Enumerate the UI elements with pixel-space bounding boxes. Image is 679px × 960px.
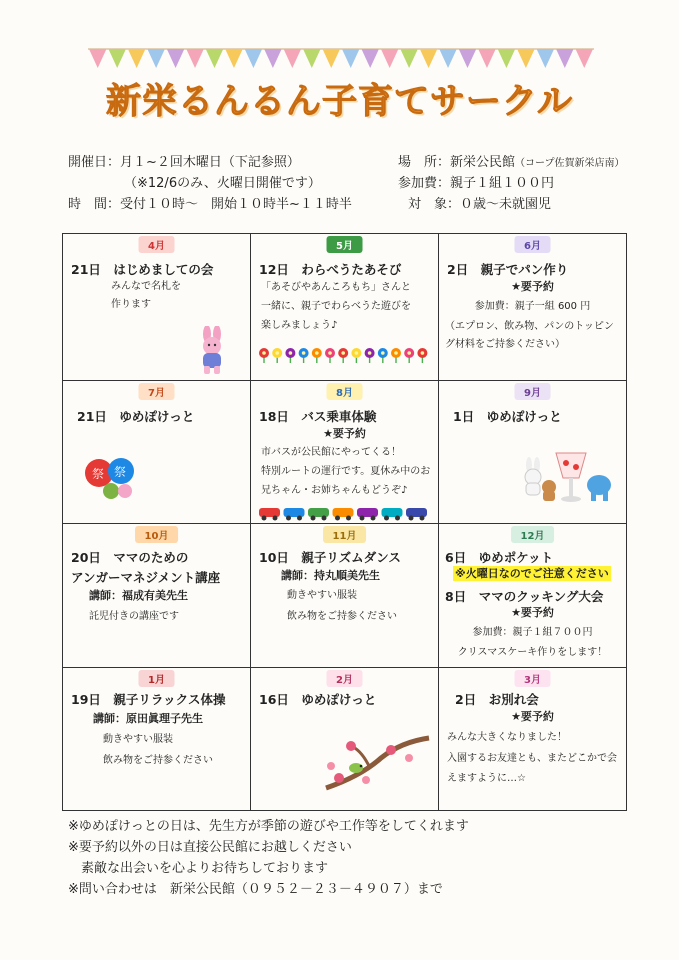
- plum-branch-illustration: [321, 728, 431, 800]
- event-line: 飲み物をご持参ください: [103, 755, 213, 766]
- car-icon: [406, 508, 427, 521]
- event-title: 2日 親子でパン作り: [447, 262, 569, 277]
- flowers-illustration: [257, 346, 432, 366]
- event-line: 市バスが公民館にやってくる！: [261, 447, 401, 458]
- cell-september: [439, 381, 626, 524]
- event-title: 10日 親子リズムダンス: [259, 550, 401, 565]
- month-badge-january: 1月: [138, 670, 175, 687]
- event-line: 一緒に、親子でわらべうた遊びを: [261, 301, 411, 312]
- month-badge-september: 9月: [514, 383, 551, 400]
- place-note: （コープ佐賀新栄店南）: [515, 158, 625, 169]
- event-line: 入園するお友達とも、またどこかで会: [447, 753, 617, 764]
- bunting-flag: [342, 49, 359, 68]
- cell-march: [439, 668, 626, 810]
- flower-icon: [391, 348, 401, 363]
- reservation-required: ★要予約: [323, 427, 366, 440]
- reservation-required: ★要予約: [511, 606, 554, 619]
- event-title: 20日 ママのための: [71, 550, 189, 565]
- bunting-flag: [459, 49, 476, 68]
- festival-fans-illustration: [81, 453, 141, 503]
- reservation-required: ★要予約: [511, 710, 554, 723]
- bunting-flag: [361, 49, 378, 68]
- bunting-flag: [167, 49, 184, 68]
- note-line: ※要予約以外の日は直接公民館にお越しください: [68, 840, 352, 855]
- bunting-flag: [439, 49, 456, 68]
- flower-icon: [299, 348, 309, 363]
- flower-icon: [272, 348, 282, 363]
- cell-december: [439, 524, 626, 668]
- bunting-flag: [303, 49, 320, 68]
- event-line: クリスマスケーキ作りをします！: [457, 647, 608, 658]
- event-title: 1日 ゆめぽけっと: [453, 409, 562, 424]
- date-note: （※12/6のみ、火曜日開催です）: [124, 176, 321, 191]
- bunting-flag: [128, 49, 145, 68]
- event-line: （エプロン、飲み物、パンのトッピン: [445, 321, 614, 332]
- event-line: 講師：原田眞理子先生: [93, 712, 203, 725]
- event-line: 講師：福成有美先生: [89, 589, 188, 602]
- event-line: 作ります: [111, 299, 151, 310]
- bunting-flag: [225, 49, 242, 68]
- bunting-flag: [478, 49, 495, 68]
- schedule-grid: [62, 233, 627, 811]
- month-badge-april: 4月: [138, 236, 175, 253]
- notice-line: [453, 567, 622, 581]
- bunting-flag: [400, 49, 417, 68]
- car-icon: [333, 508, 354, 521]
- bunting-flag: [537, 49, 554, 68]
- month-badge-august: 8月: [326, 383, 363, 400]
- event-line: 託児付きの講座です: [89, 611, 179, 622]
- event-title: 21日 ゆめぽけっと: [77, 409, 195, 424]
- event-line: 参加費：親子一組 600 円: [474, 301, 591, 312]
- date-line: 開催日：月１~２回木曜日（下記参照）: [68, 155, 300, 170]
- event-line: 兄ちゃん・お姉ちゃんもどうぞ♪: [261, 485, 408, 496]
- cell-october: [63, 524, 251, 668]
- animals-parfait-illustration: [511, 443, 621, 513]
- event-title: 12日 わらべうたあそび: [259, 262, 402, 277]
- bunting-decoration: [88, 48, 594, 70]
- cell-january: [63, 668, 251, 810]
- month-badge-december: 12月: [511, 526, 555, 543]
- event-title: 6日 ゆめポケット: [445, 550, 554, 565]
- bunting-flag: [89, 49, 106, 68]
- car-icon: [382, 508, 403, 521]
- note-line: ※問い合わせは 新栄公民館（０９５２－２３－４９０７）まで: [68, 882, 443, 897]
- fee-line: 参加費：親子１組１００円: [398, 176, 555, 191]
- flower-icon: [404, 348, 414, 363]
- event-line: 楽しみましょう♪: [261, 320, 338, 331]
- matsuri-char: 祭: [92, 467, 105, 481]
- event-title: アンガーマネジメント講座: [71, 570, 221, 585]
- month-badge-february: 2月: [326, 670, 363, 687]
- car-icon: [308, 508, 329, 521]
- month-badge-june: 6月: [514, 236, 551, 253]
- month-badge-may: 5月: [326, 236, 363, 253]
- bunting-flag: [264, 49, 281, 68]
- flower-icon: [351, 348, 361, 363]
- footer-notes: [68, 816, 469, 900]
- flower-icon: [378, 348, 388, 363]
- event-line: 動きやすい服装: [287, 590, 357, 601]
- page-title: 新栄るんるん子育てサークル: [106, 82, 573, 122]
- flower-icon: [312, 348, 322, 363]
- bunting-flag: [108, 49, 125, 68]
- cell-november: [251, 524, 439, 668]
- month-badge-october: 10月: [135, 526, 179, 543]
- bunting-flag: [323, 49, 340, 68]
- flower-icon: [325, 348, 335, 363]
- event-line: 飲み物をご持参ください: [287, 611, 397, 622]
- car-icon: [259, 508, 280, 521]
- event-line: 「あそびやあんころもち」さんと: [261, 282, 411, 293]
- bunting-flag: [576, 49, 593, 68]
- flower-icon: [285, 348, 295, 363]
- event-title: 16日 ゆめぽけっと: [259, 692, 377, 707]
- place-line: [398, 152, 625, 174]
- event-title: 2日 お別れ会: [455, 692, 539, 707]
- cell-august: [251, 381, 439, 524]
- bunting-flag: [420, 49, 437, 68]
- tuesday-notice: ※火曜日なのでご注意ください: [455, 567, 609, 580]
- event-line: みんな大きくなりました！: [447, 732, 567, 743]
- car-icon: [284, 508, 305, 521]
- note-line: 素敵な出会いを心よりお待ちしております: [68, 861, 329, 876]
- cell-june: [439, 234, 626, 381]
- event-line: みんなで名札を: [111, 281, 181, 292]
- target-line: 対 象：０歳～未就園児: [408, 197, 552, 212]
- bunting-flag: [381, 49, 398, 68]
- bunting-flag: [245, 49, 262, 68]
- month-badge-march: 3月: [514, 670, 551, 687]
- car-icon: [357, 508, 378, 521]
- rabbit-illustration: [191, 326, 235, 376]
- cell-february: [251, 668, 439, 810]
- bunting-flag: [498, 49, 515, 68]
- matsuri-char: 祭: [114, 465, 127, 479]
- event-line: グ材料をご持参ください）: [445, 339, 565, 350]
- cell-april: [63, 234, 251, 381]
- event-line: 動きやすい服装: [103, 734, 173, 745]
- bunting-flag: [556, 49, 573, 68]
- reservation-required: ★要予約: [511, 280, 554, 293]
- event-title: 21日 はじめましての会: [71, 262, 214, 277]
- flower-icon: [365, 348, 375, 363]
- event-title: 8日 ママのクッキング大会: [445, 589, 604, 604]
- flower-icon: [259, 348, 269, 363]
- cars-illustration: [257, 505, 432, 521]
- bunting-flag: [147, 49, 164, 68]
- bunting-flag: [517, 49, 534, 68]
- bunting-flag: [186, 49, 203, 68]
- month-badge-november: 11月: [323, 526, 367, 543]
- place-label: 場 所：新栄公民館: [398, 155, 516, 170]
- flower-icon: [417, 348, 427, 363]
- cell-july: [63, 381, 251, 524]
- flower-icon: [338, 348, 348, 363]
- event-line: 講師：持丸順美先生: [281, 569, 380, 582]
- event-title: 18日 バス乗車体験: [259, 409, 377, 424]
- bunting-flag: [284, 49, 301, 68]
- time-line: 時 間：受付１０時～ 開始１０時半~１１時半: [68, 197, 352, 212]
- event-title: 19日 親子リラックス体操: [71, 692, 226, 707]
- cell-may: [251, 234, 439, 381]
- month-badge-july: 7月: [138, 383, 175, 400]
- bunting-flag: [206, 49, 223, 68]
- event-line: えますように…☆: [447, 773, 526, 784]
- note-line: ※ゆめぽけっとの日は、先生方が季節の遊びや工作等をしてくれます: [68, 819, 469, 834]
- event-line: 参加費：親子１組７００円: [472, 627, 593, 638]
- event-line: 特別ルートの運行です。夏休み中のお: [261, 466, 431, 477]
